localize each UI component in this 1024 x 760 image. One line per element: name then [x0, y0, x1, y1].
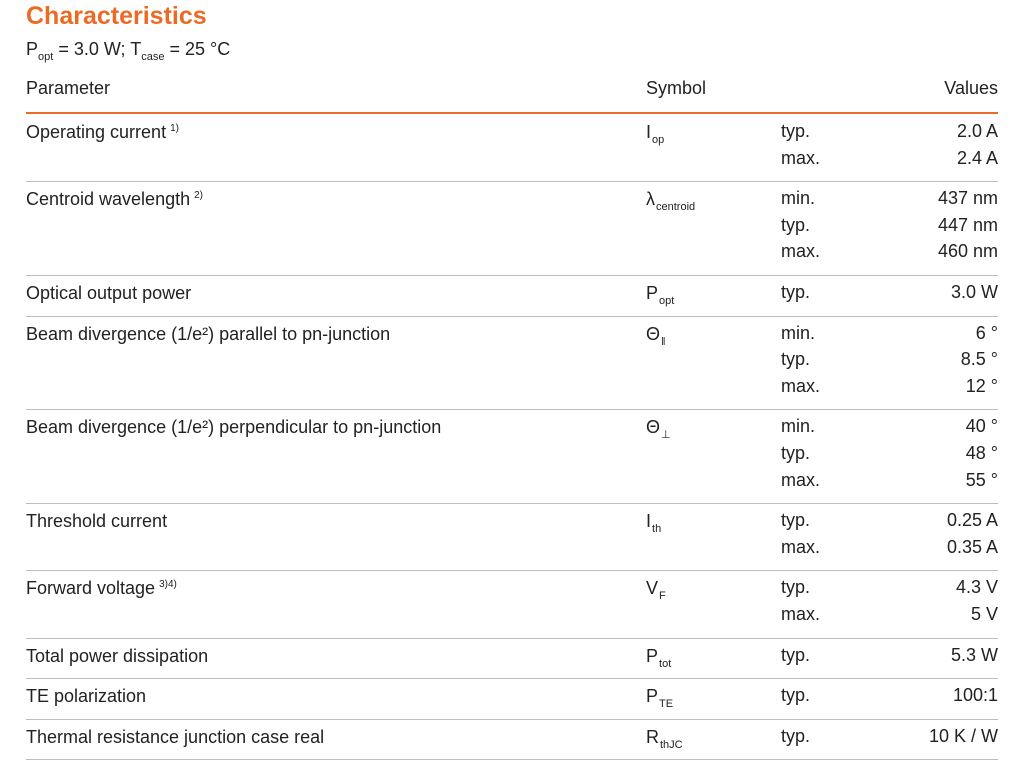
symbol-subscript: tot [659, 657, 672, 670]
symbol-main: Θ [646, 323, 661, 344]
value-line [26, 510, 998, 536]
value-amount: 6 ° [975, 322, 998, 343]
symbol-main: I [646, 511, 652, 532]
value-line [26, 645, 998, 671]
value-amount: 2.4 A [956, 147, 998, 168]
value-line [26, 121, 998, 147]
characteristics-table [26, 115, 998, 760]
value-kind: typ. [781, 577, 811, 598]
value-kind: typ. [781, 685, 811, 706]
value-line [26, 443, 998, 469]
value-amount: 4.3 V [955, 577, 998, 598]
value-line [26, 685, 998, 711]
value-kind: min. [781, 322, 816, 343]
symbol-subscript: th [652, 523, 662, 536]
value-line [26, 470, 998, 496]
value-amount: 460 nm [937, 241, 998, 262]
symbol-main: V [646, 578, 659, 599]
table-row [26, 317, 998, 411]
condition-temp-value: = 25 °C [164, 39, 231, 59]
table-row [26, 182, 998, 276]
value-line [26, 282, 998, 308]
value-amount: 5 V [970, 603, 998, 624]
value-amount: 55 ° [965, 469, 998, 490]
value-amount: 5.3 W [950, 644, 998, 665]
value-kind: typ. [781, 644, 811, 665]
parameter-name: Beam divergence (1/e²) perpendicular to pn-junction [26, 417, 442, 438]
value-kind: min. [781, 188, 816, 209]
value-kind: max. [781, 603, 821, 624]
value-line [26, 537, 998, 563]
value-amount: 2.0 A [956, 121, 998, 141]
header-symbol: Symbol [646, 78, 707, 98]
value-amount: 12 ° [965, 375, 998, 396]
value-line [26, 215, 998, 241]
value-line [26, 577, 998, 603]
value-line [26, 148, 998, 174]
value-amount: 8.5 ° [960, 349, 998, 370]
table-row [26, 639, 998, 680]
value-line [26, 188, 998, 214]
parameter-name: Centroid wavelength [26, 189, 191, 210]
value-kind: typ. [781, 442, 811, 463]
value-kind: max. [781, 469, 821, 490]
table-row [26, 115, 998, 182]
value-line [26, 323, 998, 349]
table-row [26, 720, 998, 760]
page-title: Characteristics [26, 2, 207, 30]
symbol-subscript: thJC [660, 738, 683, 751]
parameter-name: Beam divergence (1/e²) parallel to pn-junction [26, 323, 391, 344]
table-row [26, 504, 998, 571]
parameter-name: TE polarization [26, 686, 147, 707]
value-line [26, 726, 998, 752]
value-line [26, 241, 998, 267]
value-amount: 447 nm [937, 214, 998, 235]
footnote-marker: 2) [194, 190, 204, 202]
condition-temp-subscript: case [141, 51, 165, 63]
symbol-subscript: ǁ [661, 335, 666, 348]
value-kind: typ. [781, 121, 811, 141]
value-kind: typ. [781, 510, 811, 531]
parameter-name: Optical output power [26, 282, 192, 303]
table-row [26, 571, 998, 638]
symbol-main: P [646, 645, 659, 666]
symbol-subscript: centroid [656, 201, 696, 214]
condition-temp-symbol: T [130, 39, 142, 59]
symbol-subscript: op [652, 134, 665, 146]
test-conditions [26, 39, 231, 63]
table-row [26, 410, 998, 504]
value-kind: typ. [781, 214, 811, 235]
symbol-main: Θ [646, 417, 661, 438]
value-amount: 48 ° [965, 442, 998, 463]
footnote-marker: 1) [170, 123, 179, 134]
value-kind: max. [781, 241, 821, 262]
symbol-main: P [646, 686, 659, 707]
value-amount: 3.0 W [950, 281, 998, 302]
value-line [26, 376, 998, 402]
footnote-marker: 3)4) [159, 579, 177, 591]
condition-power-symbol: P [26, 39, 39, 59]
symbol-main: R [646, 726, 659, 747]
value-amount: 100:1 [952, 685, 998, 706]
value-kind: max. [781, 147, 821, 168]
symbol-main: λ [646, 189, 655, 210]
value-amount: 437 nm [937, 188, 998, 209]
parameter-name: Threshold current [26, 511, 168, 532]
header-values: Values [944, 78, 998, 98]
symbol-subscript: TE [659, 698, 674, 711]
condition-power-subscript: opt [38, 51, 54, 63]
value-amount: 10 K / W [928, 725, 998, 746]
table-row [26, 276, 998, 317]
value-amount: 0.25 A [946, 510, 998, 531]
header-parameter: Parameter [26, 78, 111, 98]
value-kind: typ. [781, 349, 811, 370]
value-line [26, 349, 998, 375]
value-kind: max. [781, 536, 821, 557]
value-amount: 40 ° [965, 416, 998, 437]
parameter-name: Forward voltage [26, 578, 156, 599]
value-kind: typ. [781, 725, 811, 746]
symbol-main: I [646, 122, 652, 142]
parameter-name: Thermal resistance junction case real [26, 726, 325, 747]
value-kind: min. [781, 416, 816, 437]
table-row [26, 679, 998, 720]
condition-power-value: = 3.0 W; [53, 39, 131, 59]
table-header [26, 78, 998, 114]
symbol-main: P [646, 282, 659, 303]
value-line [26, 604, 998, 630]
value-kind: max. [781, 375, 821, 396]
value-kind: typ. [781, 281, 811, 302]
parameter-name: Total power dissipation [26, 645, 209, 666]
symbol-subscript: opt [659, 294, 675, 307]
value-line [26, 416, 998, 442]
symbol-subscript: ⊥ [661, 429, 671, 442]
parameter-name: Operating current [26, 122, 167, 142]
value-amount: 0.35 A [946, 536, 998, 557]
symbol-subscript: F [659, 590, 666, 603]
